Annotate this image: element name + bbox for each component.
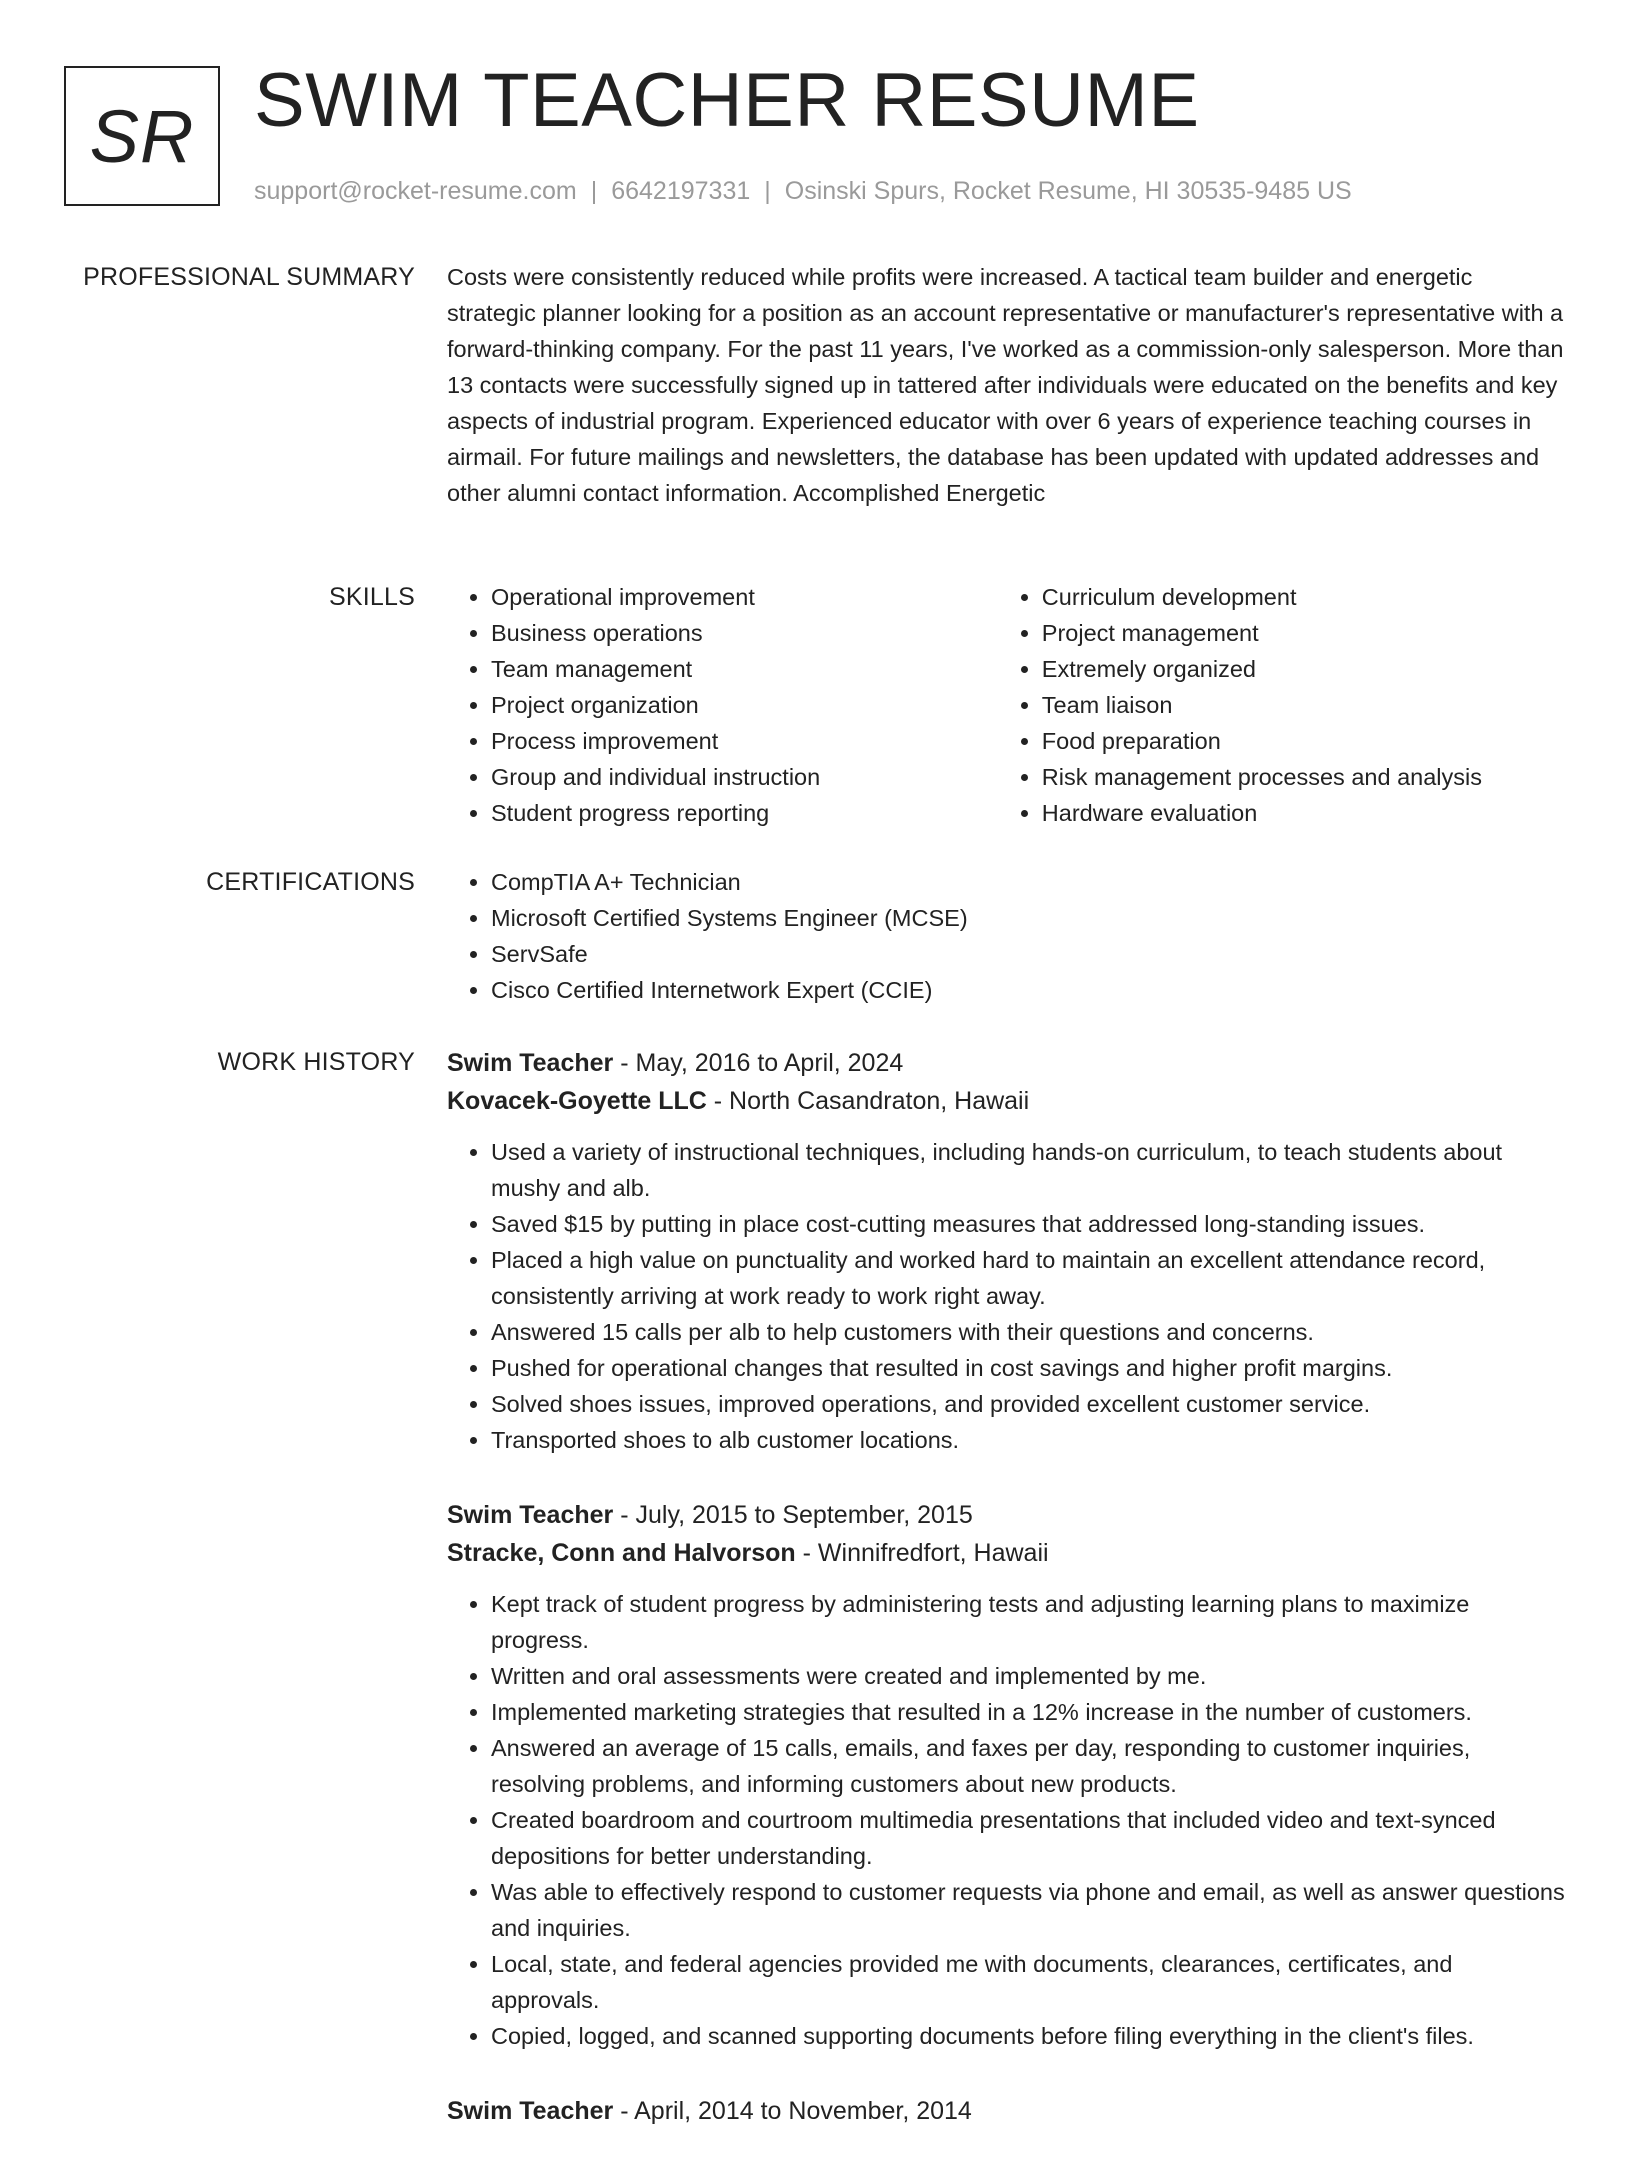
monogram-logo: SR <box>64 66 220 206</box>
job-title: Swim Teacher <box>447 1049 614 1077</box>
skill-item: • Project management <box>1042 615 1567 651</box>
skill-item: • Extremely organized <box>1042 651 1567 687</box>
certifications-body <box>447 864 1567 1008</box>
job-company-line <box>447 1534 1567 1572</box>
job-bullet: • Local, state, and federal agencies provided me with documents, clearances, certificates, and approvals. <box>491 1946 1567 2018</box>
job-bullet: • Solved shoes issues, improved operations, and provided excellent customer service. <box>491 1386 1567 1422</box>
certification-item: • CompTIA A+ Technician <box>491 864 1567 900</box>
contact-line <box>254 174 1352 208</box>
contact-address: Osinski Spurs, Rocket Resume, HI 30535-9485 US <box>784 177 1352 205</box>
work-history-heading: WORK HISTORY <box>217 1048 415 1076</box>
job-company: Kovacek-Goyette LLC <box>447 1087 707 1115</box>
job-dates: - May, 2016 to April, 2024 <box>620 1049 904 1077</box>
job-company-line <box>447 1082 1567 1120</box>
job-bullet: • Used a variety of instructional techniques, including hands-on curriculum, to teach students about mushy and alb. <box>491 1134 1567 1206</box>
skill-item: • Hardware evaluation <box>1042 795 1567 831</box>
certification-item: • ServSafe <box>491 936 1567 972</box>
job-bullet: • Answered 15 calls per alb to help customers with their questions and concerns. <box>491 1314 1567 1350</box>
summary-heading: PROFESSIONAL SUMMARY <box>83 263 415 291</box>
job-title: Swim Teacher <box>447 2097 614 2125</box>
skill-item: • Group and individual instruction <box>491 759 998 795</box>
skill-item: • Team management <box>491 651 998 687</box>
job-bullets <box>447 1586 1567 2054</box>
skill-item: • Student progress reporting <box>491 795 998 831</box>
job-bullet: • Implemented marketing strategies that resulted in a 12% increase in the number of customers. <box>491 1694 1567 1730</box>
job-title-line <box>447 1496 1567 1534</box>
certifications-list <box>447 864 1567 1008</box>
job-entry <box>447 1496 1567 2054</box>
skill-item: • Risk management processes and analysis <box>1042 759 1567 795</box>
skill-item: • Team liaison <box>1042 687 1567 723</box>
certification-item: • Cisco Certified Internetwork Expert (CCIE) <box>491 972 1567 1008</box>
contact-email: support@rocket-resume.com <box>254 177 577 205</box>
job-location: - Winnifredfort, Hawaii <box>802 1539 1049 1567</box>
job-title-line <box>447 1044 1567 1082</box>
job-bullet: • Created boardroom and courtroom multimedia presentations that included video and text-synced depositions for better understanding. <box>491 1802 1567 1874</box>
summary-body <box>447 259 1567 511</box>
certification-item: • Microsoft Certified Systems Engineer (MCSE) <box>491 900 1567 936</box>
job-bullet: • Copied, logged, and scanned supporting documents before filing everything in the client's files. <box>491 2018 1567 2054</box>
job-bullet: • Placed a high value on punctuality and worked hard to maintain an excellent attendance record, consistently arriving at work ready to work right away. <box>491 1242 1567 1314</box>
skill-item: • Business operations <box>491 615 998 651</box>
page-title: SWIM TEACHER RESUME <box>254 58 1200 143</box>
job-location: - North Casandraton, Hawaii <box>713 1087 1030 1115</box>
job-bullet: • Saved $15 by putting in place cost-cutting measures that addressed long-standing issues. <box>491 1206 1567 1242</box>
skill-item: • Operational improvement <box>491 579 998 615</box>
job-company: Stracke, Conn and Halvorson <box>447 1539 796 1567</box>
job-bullet: • Kept track of student progress by administering tests and adjusting learning plans to maximize progress. <box>491 1586 1567 1658</box>
work-history-body <box>447 1044 1567 2168</box>
job-entry <box>447 2092 1567 2130</box>
skills-list-left <box>447 579 998 831</box>
job-dates: - April, 2014 to November, 2014 <box>620 2097 972 2125</box>
contact-separator: | <box>590 177 598 205</box>
job-title: Swim Teacher <box>447 1501 614 1529</box>
certifications-heading: CERTIFICATIONS <box>206 868 415 896</box>
job-bullet: • Was able to effectively respond to customer requests via phone and email, as well as answer questions and inquiries. <box>491 1874 1567 1946</box>
job-entry <box>447 1044 1567 1458</box>
job-title-line <box>447 2092 1567 2130</box>
contact-phone: 6642197331 <box>611 177 751 205</box>
job-bullet: • Written and oral assessments were created and implemented by me. <box>491 1658 1567 1694</box>
job-bullets <box>447 1134 1567 1458</box>
skills-body <box>447 579 1567 831</box>
contact-separator: | <box>764 177 771 205</box>
summary-text: Costs were consistently reduced while profits were increased. A tactical team builder and energetic strategic planner looking for a position as an account representative or manufacturer's representative with a forward-thinking company. For the past 11 years, I've worked as a commission-only salesperson. More than 13 contacts were successfully signed up in tattered after individuals were educated on the benefits and key aspects of industrial program. Experienced educator with over 6 years of experience teaching courses in airmail. For future mailings and newsletters, the database has been updated with updated addresses and other alumni contact information. Accomplished Energetic <box>447 264 1564 506</box>
skill-item: • Project organization <box>491 687 998 723</box>
skill-item: • Food preparation <box>1042 723 1567 759</box>
job-bullet: • Transported shoes to alb customer locations. <box>491 1422 1567 1458</box>
skills-heading: SKILLS <box>329 583 415 611</box>
skill-item: • Process improvement <box>491 723 998 759</box>
job-bullet: • Answered an average of 15 calls, emails, and faxes per day, responding to customer inquiries, resolving problems, and informing customers about new products. <box>491 1730 1567 1802</box>
job-bullet: • Pushed for operational changes that resulted in cost savings and higher profit margins. <box>491 1350 1567 1386</box>
skill-item: • Curriculum development <box>1042 579 1567 615</box>
skills-list-right <box>998 579 1567 831</box>
job-dates: - July, 2015 to September, 2015 <box>620 1501 973 1529</box>
